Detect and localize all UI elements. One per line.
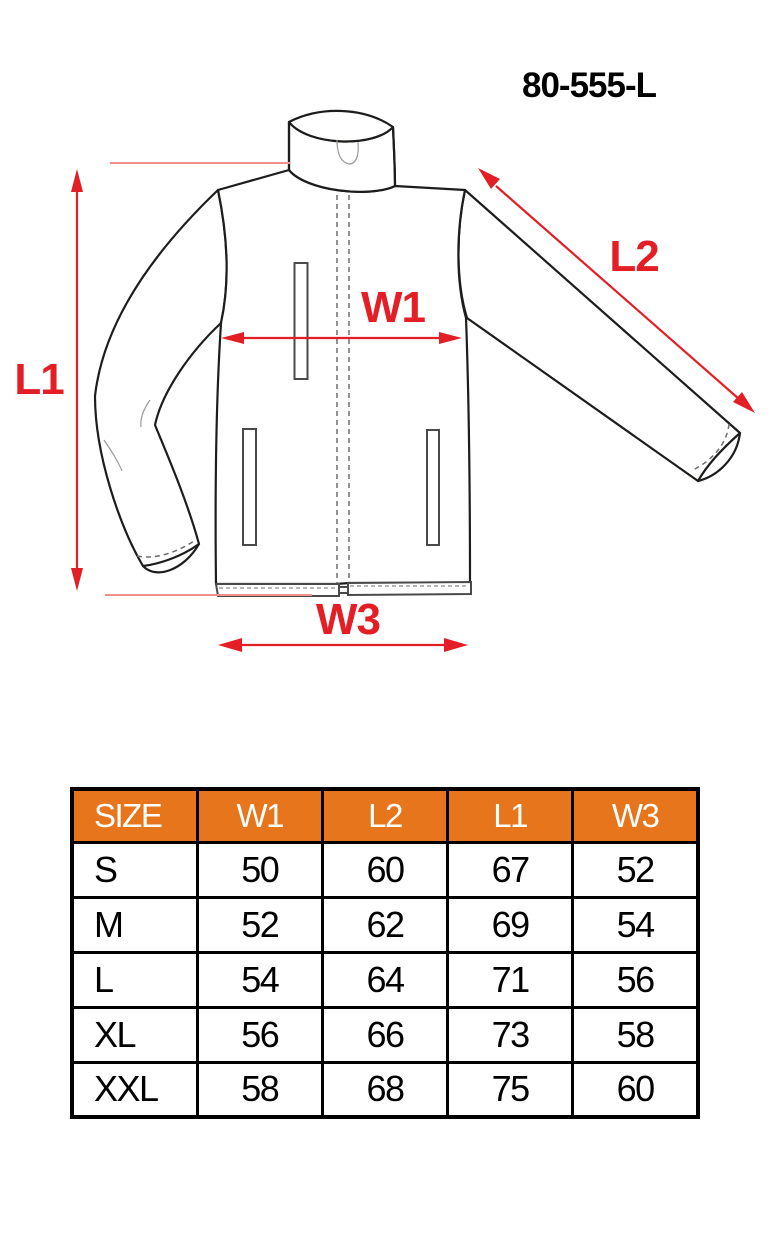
size-cell: S bbox=[72, 842, 197, 897]
size-cell: XL bbox=[72, 1007, 197, 1062]
value-cell: 71 bbox=[448, 952, 573, 1007]
l1-arrow bbox=[71, 169, 83, 591]
value-cell: 60 bbox=[573, 1062, 698, 1117]
value-cell: 68 bbox=[322, 1062, 447, 1117]
value-cell: 56 bbox=[197, 1007, 322, 1062]
value-cell: 75 bbox=[448, 1062, 573, 1117]
left-sleeve bbox=[95, 190, 227, 572]
value-cell: 69 bbox=[448, 897, 573, 952]
header-cell-size: SIZE bbox=[72, 789, 197, 842]
table-row bbox=[72, 842, 698, 897]
chest-pocket bbox=[295, 263, 308, 379]
w3-label: W3 bbox=[316, 595, 380, 644]
value-cell: 62 bbox=[322, 897, 447, 952]
size-cell: M bbox=[72, 897, 197, 952]
header-cell-l1: L1 bbox=[448, 789, 573, 842]
header-cell-w3: W3 bbox=[573, 789, 698, 842]
value-cell: 52 bbox=[197, 897, 322, 952]
right-sleeve bbox=[458, 190, 740, 481]
size-table bbox=[70, 787, 700, 1119]
value-cell: 58 bbox=[573, 1007, 698, 1062]
size-cell: XXL bbox=[72, 1062, 197, 1117]
jacket-drawing bbox=[95, 111, 740, 596]
value-cell: 56 bbox=[573, 952, 698, 1007]
table-row bbox=[72, 1007, 698, 1062]
header-cell-l2: L2 bbox=[322, 789, 447, 842]
product-code: 80-555-L bbox=[521, 66, 657, 105]
value-cell: 54 bbox=[197, 952, 322, 1007]
left-lower-pocket bbox=[243, 429, 256, 545]
value-cell: 64 bbox=[322, 952, 447, 1007]
header-cell-w1: W1 bbox=[197, 789, 322, 842]
size-cell: L bbox=[72, 952, 197, 1007]
value-cell: 60 bbox=[322, 842, 447, 897]
table-row bbox=[72, 952, 698, 1007]
value-cell: 67 bbox=[448, 842, 573, 897]
table-row bbox=[72, 897, 698, 952]
right-lower-pocket bbox=[427, 430, 439, 545]
header-row bbox=[72, 789, 698, 842]
value-cell: 54 bbox=[573, 897, 698, 952]
w1-label: W1 bbox=[361, 283, 425, 332]
value-cell: 52 bbox=[573, 842, 698, 897]
value-cell: 73 bbox=[448, 1007, 573, 1062]
l2-label: L2 bbox=[609, 232, 659, 281]
collar bbox=[289, 111, 395, 192]
value-cell: 58 bbox=[197, 1062, 322, 1117]
l1-label: L1 bbox=[14, 355, 64, 404]
value-cell: 50 bbox=[197, 842, 322, 897]
value-cell: 66 bbox=[322, 1007, 447, 1062]
table-row bbox=[72, 1062, 698, 1117]
